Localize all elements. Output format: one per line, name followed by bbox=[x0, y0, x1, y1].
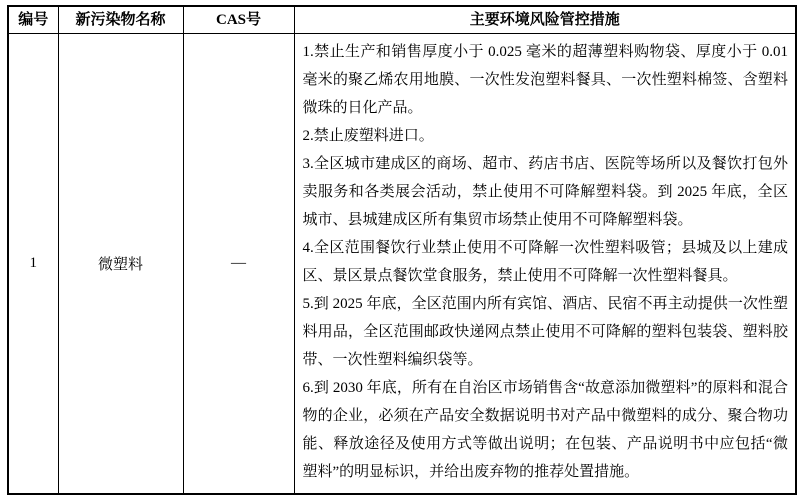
header-cell-pollutant-name: 新污染物名称 bbox=[58, 6, 183, 33]
measures-cell bbox=[294, 33, 796, 494]
header-cell-id: 编号 bbox=[8, 6, 58, 33]
measure-item-4: 4.全区范围餐饮行业禁止使用不可降解一次性塑料吸管；县城及以上建成区、景区景点餐饮堂食服务，禁止使用不可降解一次性塑料餐具。 bbox=[302, 239, 788, 284]
measure-item-2: 2.禁止废塑料进口。 bbox=[302, 127, 434, 144]
measure-item-6: 6.到 2030 年底，所有在自治区市场销售含“故意添加微塑料”的原料和混合物的企业，必须在产品安全数据说明书对产品中微塑料的成分、聚合物功能、释放途径及使用方式等做出说明；在包装、产品说明书中应包括“微塑料”的明显标识，并给出废弃物的推荐处置措施。 bbox=[302, 379, 788, 480]
measure-item-5: 5.到 2025 年底，全区范围内所有宾馆、酒店、民宿不再主动提供一次性塑料用品，全区范围邮政快递网点禁止使用不可降解的塑料包装袋、塑料胶带、一次性塑料编织袋等。 bbox=[302, 295, 788, 368]
measure-item-1: 1.禁止生产和销售厚度小于 0.025 毫米的超薄塑料购物袋、厚度小于 0.01 毫米的聚乙烯农用地膜、一次性发泡塑料餐具、一次性塑料棉签、含塑料微珠的日化产品。 bbox=[302, 43, 788, 116]
header-cell-measures: 主要环境风险管控措施 bbox=[294, 6, 796, 33]
cas-number-cell: — bbox=[183, 33, 294, 494]
table-header-row bbox=[8, 6, 796, 33]
pollutant-control-table bbox=[7, 5, 797, 495]
header-cell-cas-number: CAS号 bbox=[183, 6, 294, 33]
pollutant-name-cell: 微塑料 bbox=[58, 33, 183, 494]
measure-item-3: 3.全区城市建成区的商场、超市、药店书店、医院等场所以及餐饮打包外卖服务和各类展会活动，禁止使用不可降解塑料袋。到 2025 年底，全区城市、县城建成区所有集贸市场禁止使用不可降解塑料袋。 bbox=[302, 155, 788, 228]
table-row bbox=[8, 33, 796, 494]
row-id-cell: 1 bbox=[8, 33, 58, 494]
